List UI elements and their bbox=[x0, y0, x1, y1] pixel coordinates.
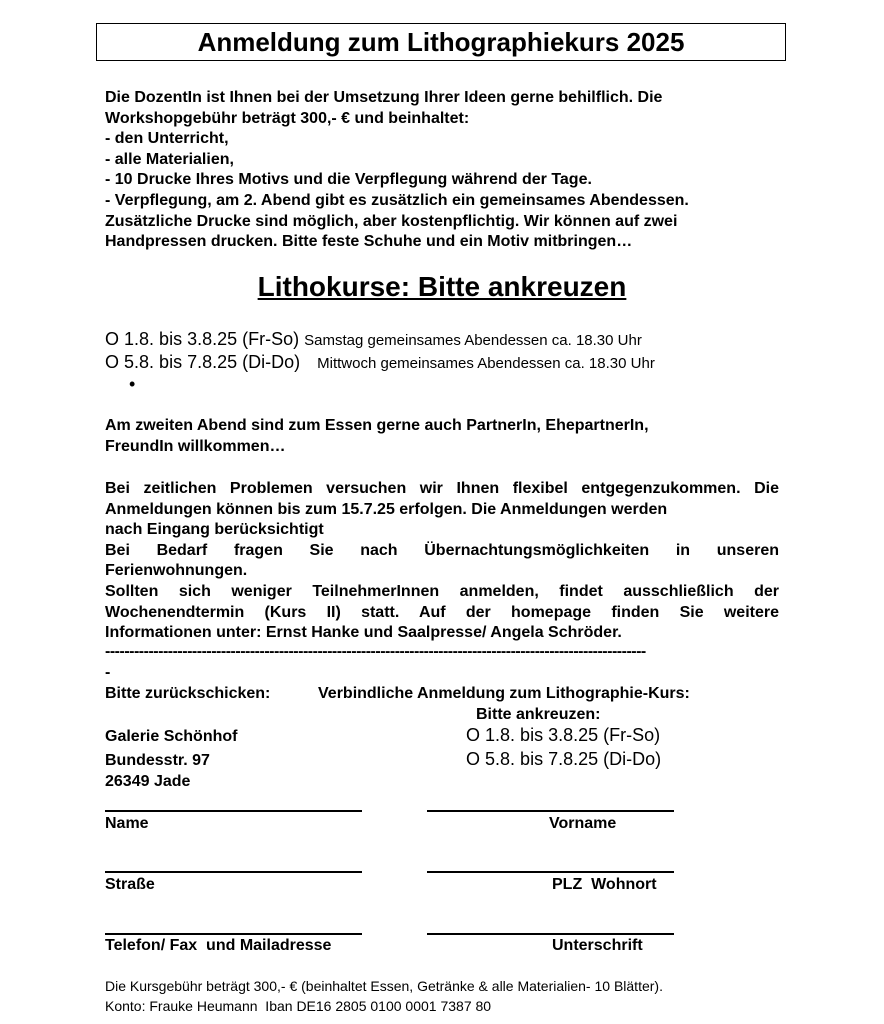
form-course-option[interactable] bbox=[466, 725, 660, 746]
radio-circle-icon[interactable]: O bbox=[105, 352, 120, 372]
bullet-icon: • bbox=[129, 374, 136, 394]
plz-label: PLZ Wohnort bbox=[552, 876, 657, 893]
radio-circle-icon[interactable]: O bbox=[466, 725, 481, 745]
info-line: Ferienwohnungen. bbox=[105, 562, 248, 580]
partner-paragraph bbox=[105, 416, 785, 457]
binding-subtitle: Bitte ankreuzen: bbox=[476, 706, 601, 723]
footer-line: Die Kursgebühr beträgt 300,- € (beinhaltet Essen, Getränke & alle Materialien- 10 Blätter). bbox=[105, 978, 663, 994]
cut-line: ---------------------------------------------------------------------------------------------------------------- bbox=[105, 643, 646, 660]
intro-line: - alle Materialien, bbox=[105, 150, 234, 168]
partner-line: Am zweiten Abend sind zum Essen gerne auch PartnerIn, EhepartnerIn, bbox=[105, 417, 649, 434]
partner-line: FreundIn willkommen… bbox=[105, 437, 286, 455]
unterschrift-field-line[interactable] bbox=[427, 933, 674, 935]
form-course-option[interactable] bbox=[466, 749, 661, 770]
info-line: Sollten sich weniger TeilnehmerInnen anmelden, findet ausschließlich der bbox=[105, 582, 779, 600]
telefon-label: Telefon/ Fax und Mailadresse bbox=[105, 937, 332, 954]
info-line: Anmeldungen können bis zum 15.7.25 erfolgen. Die Anmeldungen werden bbox=[105, 500, 668, 518]
course-dates: 5.8. bis 7.8.25 (Di-Do) bbox=[124, 352, 301, 372]
binding-title: Verbindliche Anmeldung zum Lithographie-Kurs: bbox=[318, 685, 690, 702]
footer bbox=[105, 976, 663, 1016]
address-line: 26349 Jade bbox=[105, 773, 191, 790]
telefon-field-line[interactable] bbox=[105, 933, 362, 935]
info-line: Wochenendtermin (Kurs II) statt. Auf der homepage finden Sie weitere bbox=[105, 603, 779, 621]
strasse-label: Straße bbox=[105, 876, 155, 893]
intro-paragraph bbox=[105, 88, 785, 253]
intro-line: - Verpflegung, am 2. Abend gibt es zusätzlich ein gemeinsames Abendessen. bbox=[105, 191, 689, 209]
strasse-field-line[interactable] bbox=[105, 871, 362, 873]
info-line: Informationen unter: Ernst Hanke und Saalpresse/ Angela Schröder. bbox=[105, 624, 622, 642]
course-dates: 1.8. bis 3.8.25 (Fr-So) bbox=[124, 329, 300, 349]
course-note: Mittwoch gemeinsames Abendessen ca. 18.30 Uhr bbox=[317, 355, 655, 372]
info-paragraph bbox=[105, 479, 779, 644]
plz-field-line[interactable] bbox=[427, 871, 674, 873]
vorname-label: Vorname bbox=[549, 815, 617, 832]
name-field-line[interactable] bbox=[105, 810, 362, 812]
address-line: Bundesstr. 97 bbox=[105, 752, 210, 769]
page-title bbox=[96, 23, 786, 61]
unterschrift-label: Unterschrift bbox=[552, 937, 643, 954]
cut-line-tail: - bbox=[105, 664, 111, 681]
info-line: nach Eingang berücksichtigt bbox=[105, 521, 324, 539]
name-label: Name bbox=[105, 815, 149, 832]
info-line: Bei Bedarf fragen Sie nach Übernachtungsmöglichkeiten in unseren bbox=[105, 541, 779, 559]
course-option[interactable] bbox=[105, 352, 655, 373]
intro-line: - 10 Drucke Ihres Motivs und die Verpflegung während der Tage. bbox=[105, 171, 592, 189]
return-label: Bitte zurückschicken: bbox=[105, 685, 271, 702]
course-note: Samstag gemeinsames Abendessen ca. 18.30 Uhr bbox=[304, 332, 642, 349]
intro-line: Handpressen drucken. Bitte feste Schuhe und ein Motiv mitbringen… bbox=[105, 233, 633, 251]
vorname-field-line[interactable] bbox=[427, 810, 674, 812]
course-option[interactable] bbox=[105, 329, 642, 350]
courses-heading: Lithokurse: Bitte ankreuzen bbox=[257, 271, 627, 302]
form-course-dates: 1.8. bis 3.8.25 (Fr-So) bbox=[485, 725, 661, 745]
footer-line: Konto: Frauke Heumann Iban DE16 2805 0100 0001 7387 80 bbox=[105, 998, 492, 1014]
radio-circle-icon[interactable]: O bbox=[105, 329, 120, 349]
info-line: Bei zeitlichen Problemen versuchen wir Ihnen flexibel entgegenzukommen. Die bbox=[105, 480, 779, 497]
intro-line: - den Unterricht, bbox=[105, 130, 229, 148]
address-line: Galerie Schönhof bbox=[105, 728, 238, 745]
intro-line: Workshopgebühr beträgt 300,- € und beinhaltet: bbox=[105, 109, 470, 127]
form-course-dates: 5.8. bis 7.8.25 (Di-Do) bbox=[485, 749, 662, 769]
page-title-text: Anmeldung zum Lithographiekurs 2025 bbox=[197, 26, 685, 57]
intro-line: Zusätzliche Drucke sind möglich, aber kostenpflichtig. Wir können auf zwei bbox=[105, 212, 678, 230]
radio-circle-icon[interactable]: O bbox=[466, 749, 481, 769]
intro-line: Die DozentIn ist Ihnen bei der Umsetzung Ihrer Ideen gerne behilflich. Die bbox=[105, 89, 663, 106]
